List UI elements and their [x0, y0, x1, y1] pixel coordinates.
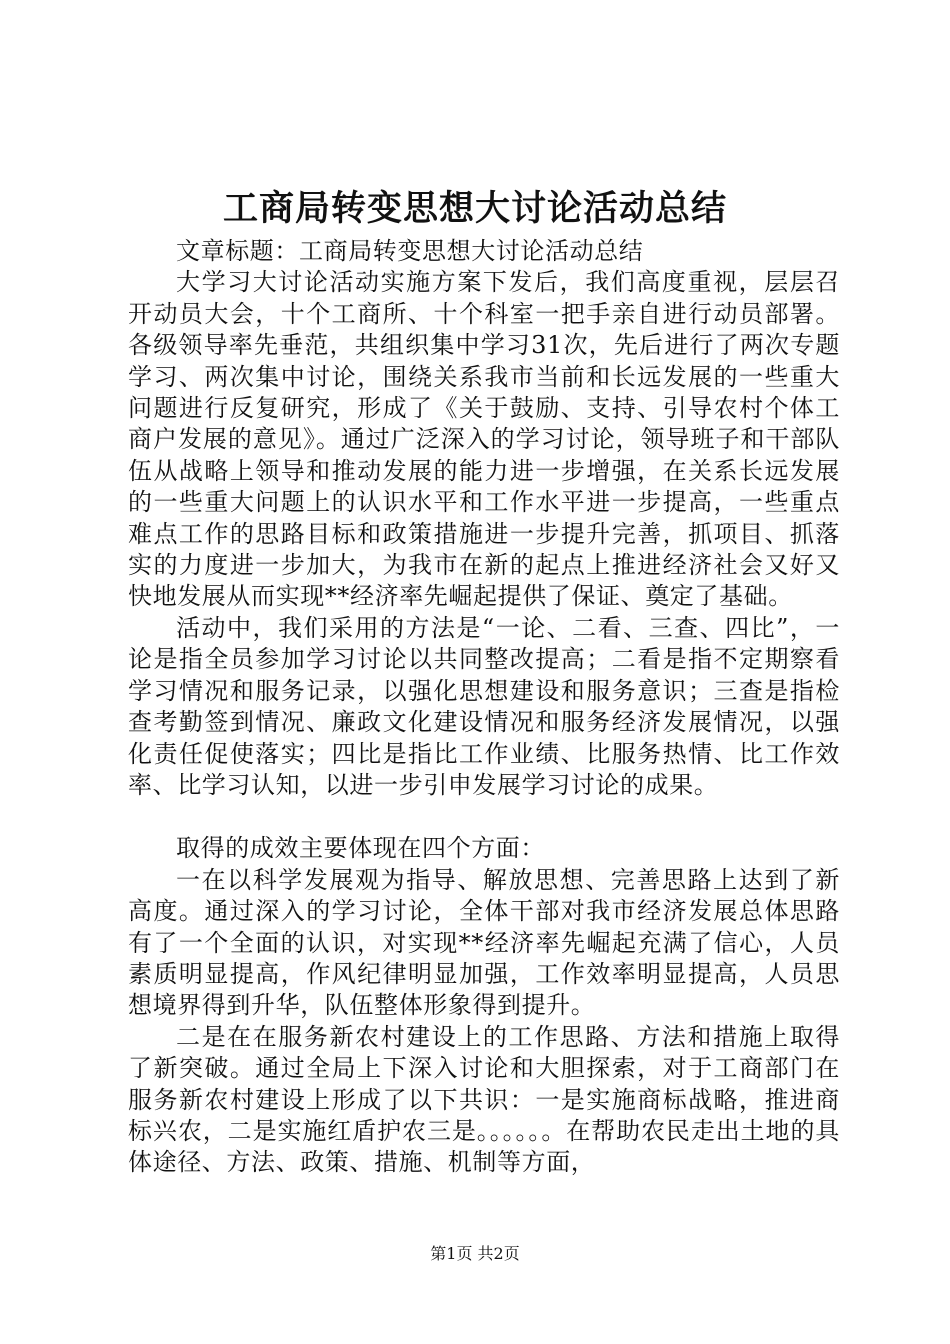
paragraph-result-one: 一在以科学发展观为指导、解放思想、完善思路上达到了新高度。通过深入的学习讨论，全体干部对我市经济发展总体思路有了一个全面的认识，对实现**经济率先崛起充满了信心，人员素质明显提高，作风纪律明显加强，工作效率明显提高，人员思想境界得到升华，队伍整体形象得到提升。: [128, 865, 840, 1020]
paragraph-methods: 活动中，我们采用的方法是“一论、二看、三查、四比”，一论是指全员参加学习讨论以共同整改提高；二看是指不定期察看学习情况和服务记录，以强化思想建设和服务意识；三查是指检查考勤签到情况、廉政文化建设情况和服务经济发展情况，以强化责任促使落实；四比是指比工作业绩、比服务热情、比工作效率、比学习认知，以进一步引申发展学习讨论的成果。: [128, 613, 840, 799]
paragraph-results-intro: 取得的成效主要体现在四个方面：: [176, 834, 545, 863]
document-title: 工商局转变思想大讨论活动总结: [222, 188, 727, 229]
page-number-footer: 第1页 共2页: [430, 1244, 520, 1263]
paragraph-result-two: 二是在在服务新农村建设上的工作思路、方法和措施上取得了新突破。通过全局上下深入讨论和大胆探索，对于工商部门在服务新农村建设上形成了以下共识：一是实施商标战略，推进商标兴农，二是实施红盾护农三是。。。。。。在帮助农民走出土地的具体途径、方法、政策、措施、机制等方面，: [128, 1022, 840, 1177]
document-body: [128, 236, 840, 1179]
paragraph-implementation: 大学习大讨论活动实施方案下发后，我们高度重视，层层召开动员大会，十个工商所、十个科室一把手亲自进行动员部署。各级领导率先垂范，共组织集中学习31次，先后进行了两次专题学习、两次集中讨论，围绕关系我市当前和长远发展的一些重大问题进行反复研究，形成了《关于鼓励、支持、引导农村个体工商户发展的意见》。通过广泛深入的学习讨论，领导班子和干部队伍从战略上领导和推动发展的能力进一步增强，在关系长远发展的一些重大问题上的认识水平和工作水平进一步提高，一些重点难点工作的思路目标和政策措施进一步提升完善，抓项目、抓落实的力度进一步加大，为我市在新的起点上推进经济社会又好又快地发展从而实现**经济率先崛起提供了保证、奠定了基础。: [128, 268, 840, 611]
article-title-line: 文章标题：工商局转变思想大讨论活动总结: [176, 237, 644, 265]
